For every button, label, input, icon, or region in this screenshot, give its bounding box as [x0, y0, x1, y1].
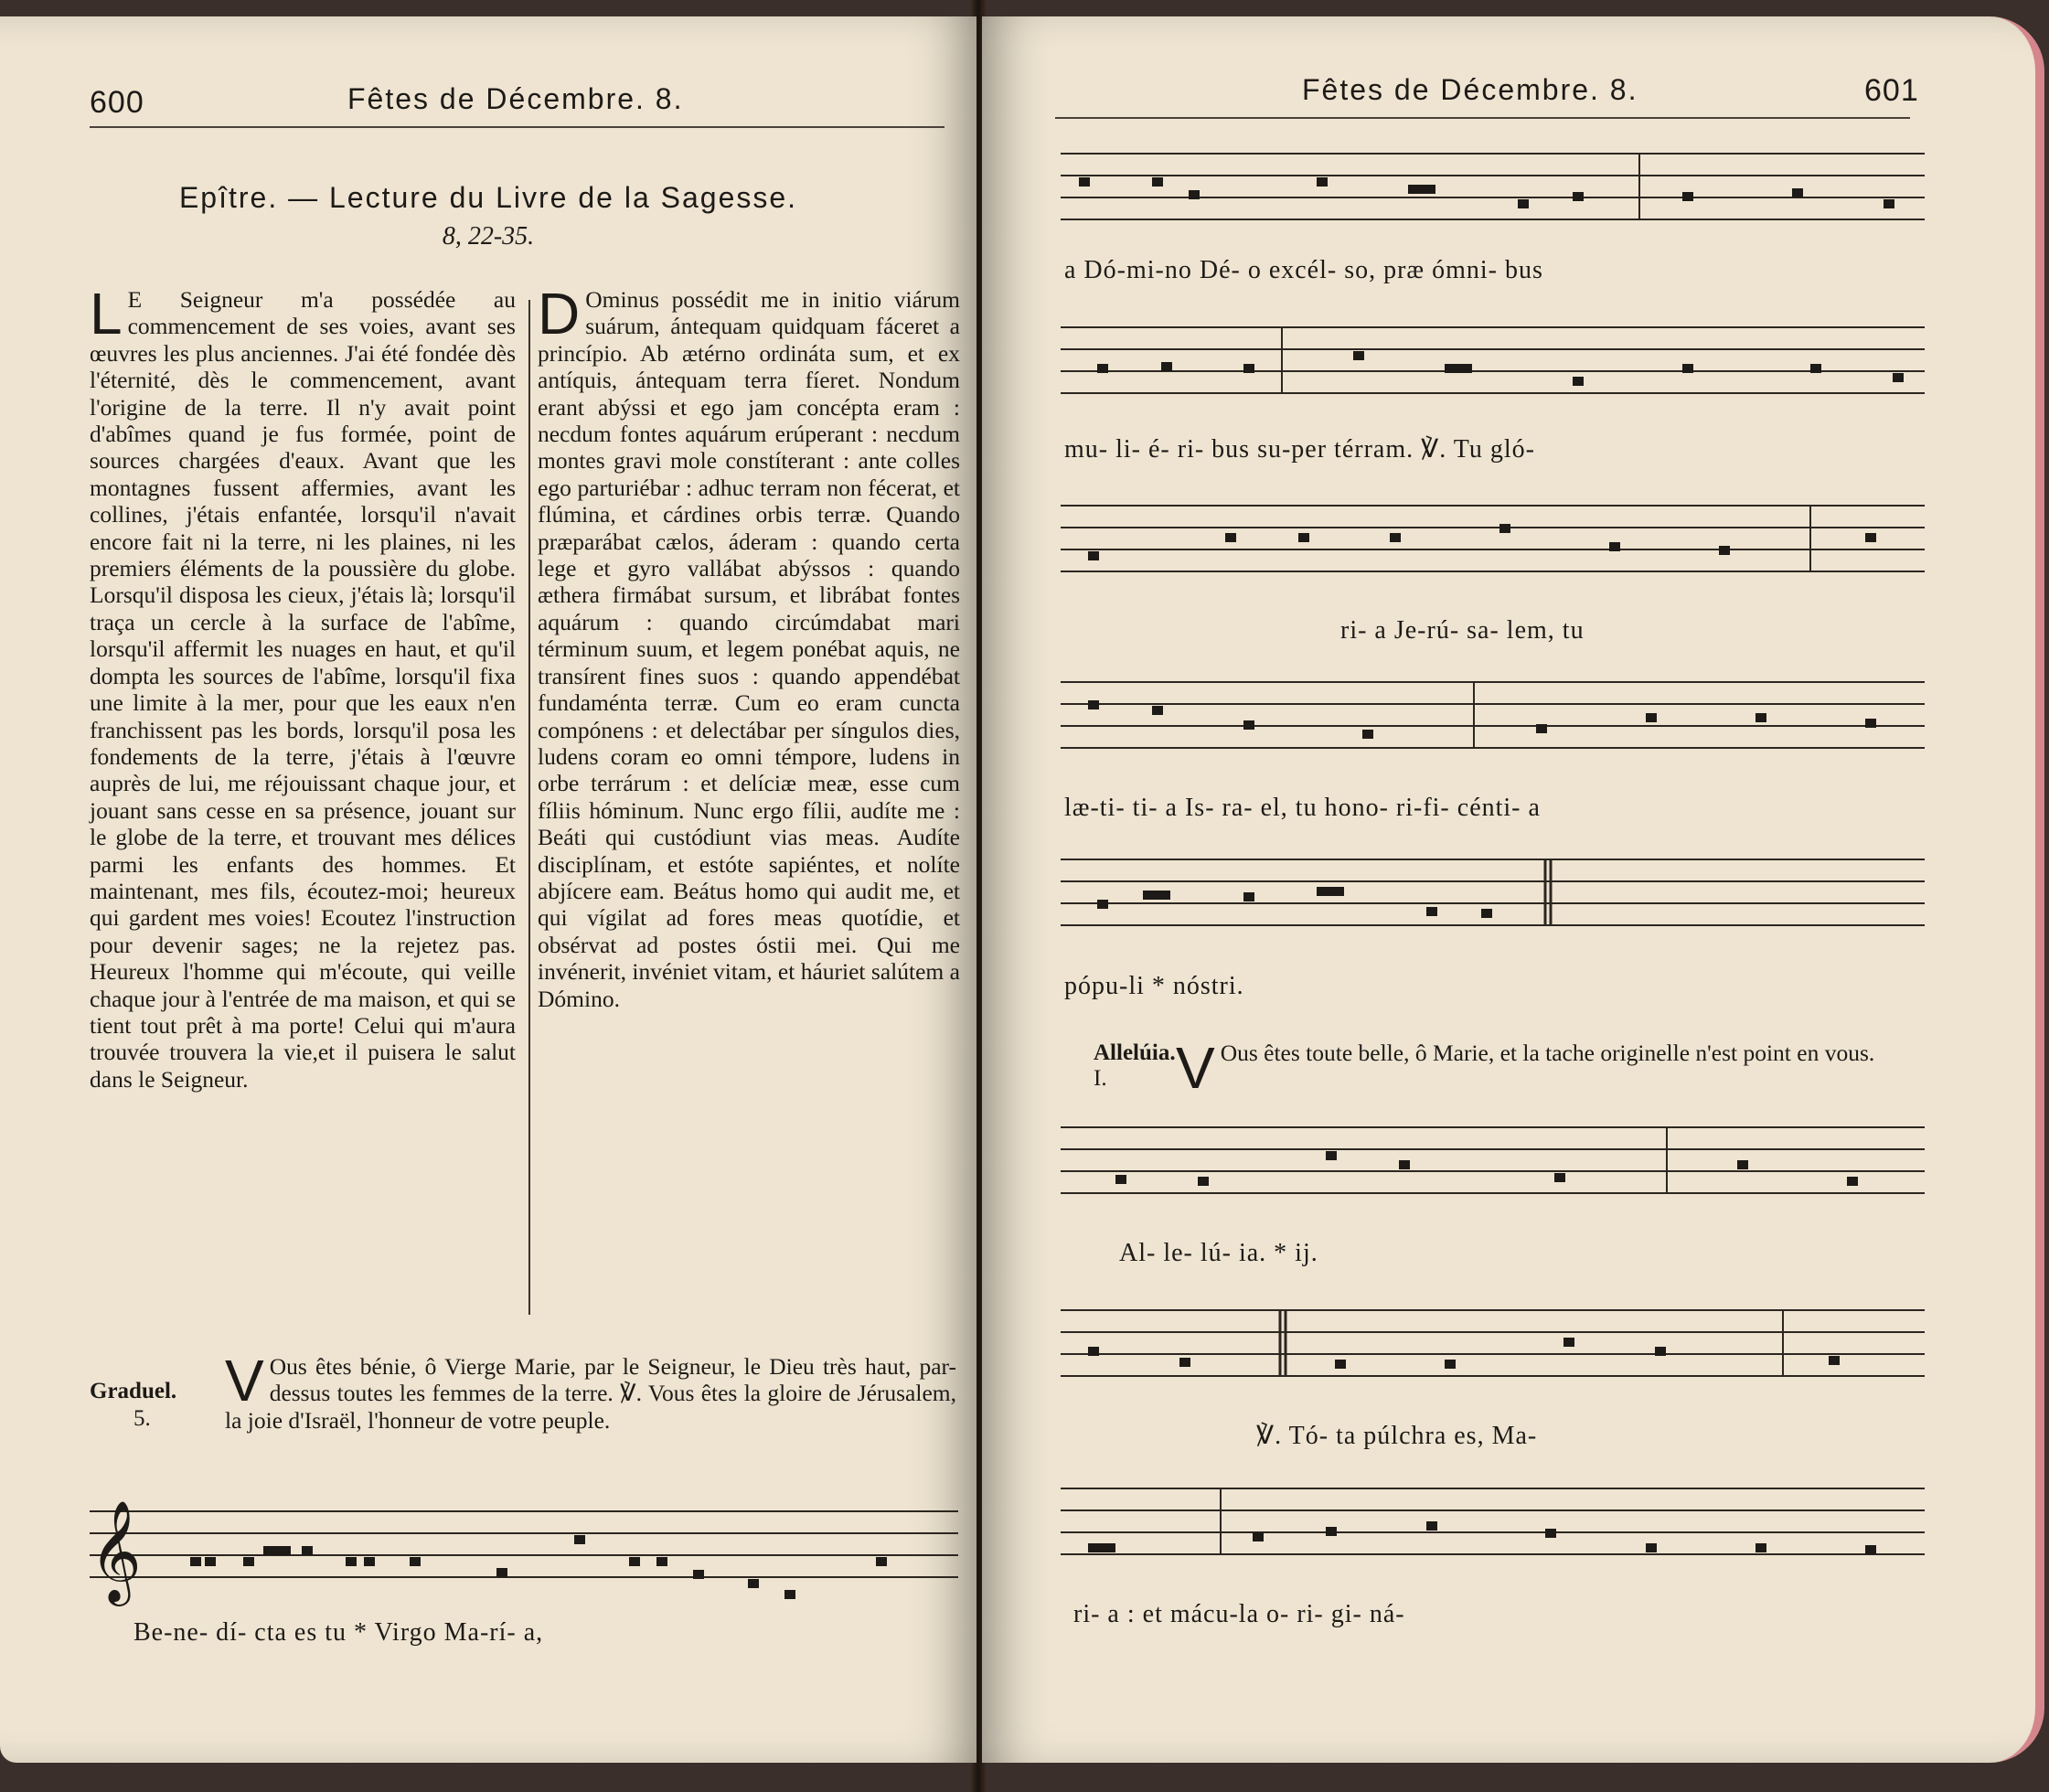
music-staff: [1061, 318, 1925, 419]
chant-lyrics: a Dó-mi-no Dé- o excél- so, præ ómni- bus: [1064, 256, 1543, 284]
music-staff: [1061, 1301, 1925, 1402]
latin-column: [538, 281, 960, 1012]
drop-cap: V: [1176, 1035, 1215, 1101]
alleluia-text-block: [1176, 1035, 1940, 1101]
chant-lyrics: ℣. Tó- ta púlchra es, Ma-: [1256, 1422, 1538, 1450]
chant-lyrics: ri- a : et mácu-la o- ri- gi- ná-: [1073, 1600, 1405, 1628]
drop-cap: V: [225, 1348, 264, 1413]
music-staff: [1061, 1479, 1925, 1580]
graduel-label: Graduel.: [90, 1379, 177, 1403]
music-staff: [90, 1493, 958, 1621]
drop-cap: L: [90, 281, 123, 347]
music-staff: [1061, 144, 1925, 245]
running-header: Fêtes de Décembre. 8.: [1302, 73, 1638, 106]
running-header: Fêtes de Décembre. 8.: [347, 82, 684, 115]
graduel-number: 5.: [133, 1406, 151, 1431]
svg-text:𝄞: 𝄞: [90, 1499, 142, 1602]
left-page: [0, 16, 976, 1763]
page-number: 601: [1864, 73, 1919, 108]
header-rule: [90, 126, 944, 128]
graduel-translation: Ous êtes bénie, ô Vierge Marie, par le Seigneur, le Dieu très haut, par-dessus toutes les femmes de la terre. ℣. Vous êtes la gloire de Jérusalem, la joie d'Israël, l'honneur de votre peuple.: [225, 1353, 956, 1434]
french-epistle-text: E Seigneur m'a possédée au commencement de ses voies, avant ses œuvres les plus anciennes. J'ai été fondée dès l'éternité, dès le commencement, avant l'origine de la terre. Il n'y avait point d'abîmes quand je fus formée, point de sources chargées d'eaux. Avant que les montagnes fussent affermies, avant les collines, j'étais enfantée, lorsqu'il n'avait encore fait ni la terre, ni les plaines, ni les premiers éléments de la poussière du globe. Lorsqu'il disposa les cieux, j'étais là; lorsqu'il traça un cercle à la surface de l'abîme, lorsqu'il affermit les nuages en haut, et qu'il dompta les sources de l'abîme, lorsqu'il fixa une limite à la mer, pour que les eaux n'en franchissent pas les bords, lorsqu'il posa les fondements de la terre, j'étais à l'œuvre auprès de lui, me réjouissant chaque jour, et jouant sans cesse en sa présence, jouant sur le globe de la terre, et trouvant mes délices parmi les enfants des hommes. Et maintenant, mes fils, écoutez-moi; heureux qui gardent mes voies! Ecoutez l'instruction pour devenir sages; ne la rejetez pas. Heureux l'homme qui m'écoute, qui veille chaque jour à l'entrée de ma maison, et qui se tient tout prêt à ma porte! Celui qui m'aura trouvée trouvera la vie,et il puisera le salut dans le Seigneur.: [90, 286, 516, 1093]
chant-lyrics: Al- le- lú- ia. * ij.: [1119, 1239, 1318, 1267]
graduel-text-block: [225, 1348, 956, 1434]
french-column: [90, 281, 516, 1093]
latin-epistle-text: Ominus possédit me in initio viárum suárum, ántequam quidquam fáceret a princípio. Ab ætérno ordináta sum, et ex antíquis, ántequam terra fíeret. Nondum erant abýssi et ego jam concépta eram : necdum fontes aquárum erúperant : necdum montes gravi mole constíterant : ante colles ego parturiébar : adhuc terram non fécerat, et flúmina, et cárdines orbis terræ. Quando præparábat cælos, áderam : quando certa lege et gyro vallábat abýssos : quando æthera firmábat sursum, et librábat fontes aquárum : quando circúmdabat mari términum suum, et legem ponébat aquis, ne transírent fines suos : quando appendébat fundaménta terræ. Cum eo eram cuncta compónens : et delectábar per síngulos dies, ludens coram eo omni témpore, ludens in orbe terrárum : et delíciæ meæ, esse cum fíliis hóminum. Nunc ergo fílii, audíte me : Beáti qui custódiunt vias meas. Audíte disciplínam, et estóte sapiéntes, et nolíte abjícere eam. Beátus homo qui audit me, et qui vígilat ad fores meas quotídie, et obsérvat ad postes óstii mei. Qui me invénerit, invéniet vitam, et háuriet salútem a Dómino.: [538, 286, 960, 1012]
header-rule: [1055, 117, 1910, 119]
drop-cap: D: [538, 281, 581, 347]
alleluia-number: I.: [1094, 1066, 1107, 1091]
chant-lyrics: ri- a Je-rú- sa- lem, tu: [1340, 616, 1585, 645]
music-staff: [1061, 850, 1925, 951]
section-title: Epître. — Lecture du Livre de la Sagesse.: [178, 181, 798, 214]
chant-lyrics: pópu-li * nóstri.: [1064, 972, 1244, 1000]
chant-lyrics: mu- li- é- ri- bus su-per térram. ℣. Tu gló-: [1064, 435, 1535, 464]
chant-lyrics: Be-ne- dí- cta es tu * Virgo Ma-rí- a,: [133, 1618, 544, 1647]
music-staff: [1061, 673, 1925, 773]
alleluia-translation: Ous êtes toute belle, ô Marie, et la tache originelle n'est point en vous.: [1220, 1040, 1875, 1066]
right-page: [982, 16, 2044, 1763]
music-staff: [1061, 496, 1925, 597]
page-number: 600: [90, 85, 144, 120]
column-divider: [528, 300, 530, 1315]
chant-lyrics: læ-ti- ti- a Is- ra- el, tu hono- ri-fi- cénti- a: [1064, 794, 1541, 822]
alleluia-label: Allelúia.: [1094, 1040, 1176, 1065]
scripture-reference: 8, 22-35.: [442, 222, 535, 251]
music-staff: [1061, 1118, 1925, 1219]
